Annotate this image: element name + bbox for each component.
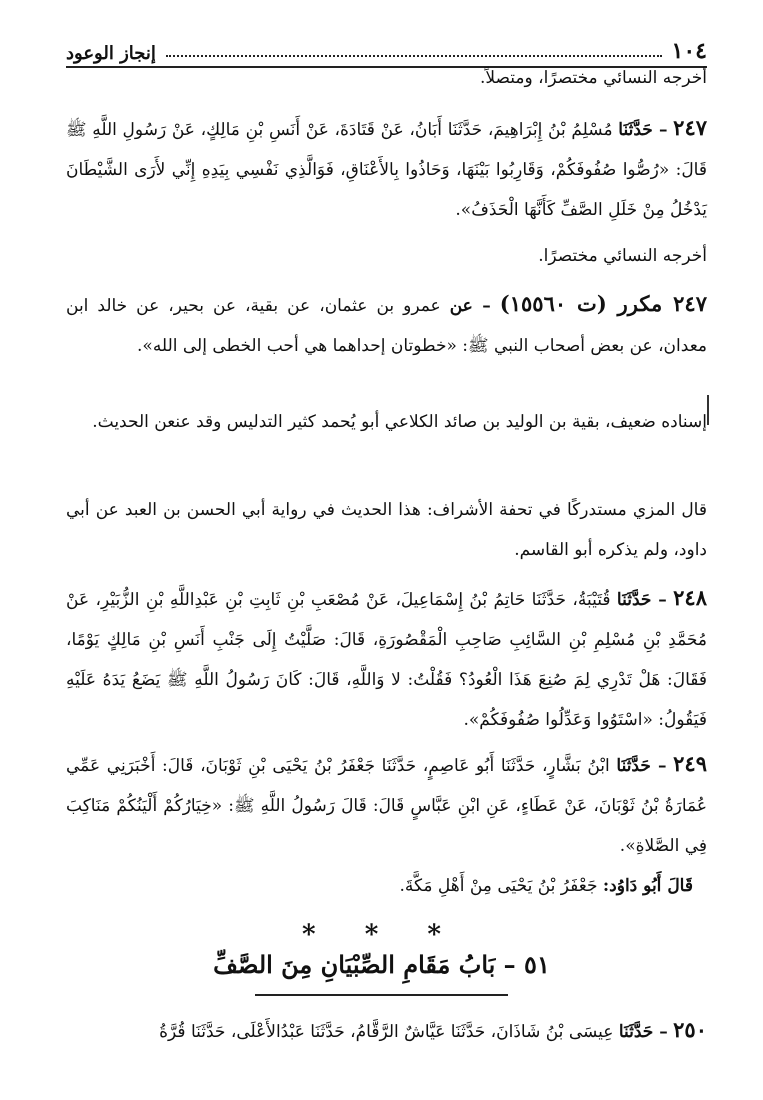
hadith-number: ٢٤٨ bbox=[673, 585, 707, 610]
hadith-247-repeat bbox=[66, 284, 707, 366]
hadith-lead: – حَدَّثَنَا bbox=[618, 120, 668, 140]
hadith-250 bbox=[66, 1010, 707, 1052]
chapter-underline bbox=[255, 994, 508, 996]
margin-bar bbox=[707, 395, 709, 425]
hadith-249 bbox=[66, 744, 707, 866]
hadith-lead: – حَدَّثَنَا bbox=[616, 756, 667, 776]
hadith-247 bbox=[66, 108, 707, 230]
running-title: إنجاز الوعود bbox=[66, 43, 156, 64]
chapter-heading bbox=[0, 950, 763, 979]
hadith-text: قُتَيْبَةُ، حَدَّثَنَا حَاتِمُ بْنُ إِسْمَاعِيلَ، عَنْ مُصْعَبِ بْنِ ثَابِتِ بْنِ عَبْدِاللَّهِ بْنِ الزُّبَيْرِ، عَنْ مُحَمَّدِ بْنِ مُسْلِمِ بْنِ السَّائِبِ صَاحِبِ الْمَقْصُورَةِ، قَالَ: صَلَّيْتُ إِلَى جَنْبِ أَنَسِ بْنِ مَالِكٍ يَوْمًا، فَقَالَ: هَلْ تَدْرِي لِمَ صُنِعَ هَذَا الْعُودُ؟ فَقُلْتُ: لا وَاللَّهِ، قَالَ: كَانَ رَسُولُ اللَّهِ ﷺ يَضَعُ يَدَهُ عَلَيْهِ فَيَقُولُ: «اسْتَوُوا وَعَدِّلُوا صُفُوفَكُمْ». bbox=[66, 590, 707, 730]
hadith-lead: – حَدَّثَنَا bbox=[618, 1022, 668, 1042]
paragraph-text: إسناده ضعيف، بقية بن الوليد بن صائد الكلاعي أبو يُحمد كثير التدليس وقد عنعن الحديث. bbox=[92, 412, 707, 432]
chapter-title: ٥١ – بَابُ مَقَامِ الصِّبْيَانِ مِنَ الصَّفِّ bbox=[213, 950, 550, 979]
hadith-text: عِيسَى بْنُ شَاذَانَ، حَدَّثَنَا عَيَّاشٌ الرَّقَّامُ، حَدَّثَنَا عَبْدُالأَعْلَى، حَدَّثَنَا قُرَّةُ bbox=[159, 1022, 614, 1042]
page-number: ١٠٤ bbox=[671, 38, 707, 64]
note-paragraph bbox=[66, 490, 707, 570]
note-paragraph bbox=[66, 58, 707, 98]
note-paragraph bbox=[66, 402, 707, 442]
section-separator: * * * bbox=[302, 920, 461, 950]
note-text: جَعْفَرُ بْنُ يَحْيَى مِنْ أَهْلِ مَكَّةَ. bbox=[399, 876, 598, 896]
hadith-lead: – حَدَّثَنَا bbox=[616, 590, 667, 610]
hadith-number: ٢٤٧ bbox=[673, 115, 708, 140]
note-lead: قَالَ أَبُو دَاوُد: bbox=[602, 876, 693, 896]
hadith-text: ابْنُ بَشَّارٍ، حَدَّثَنَا أَبُو عَاصِمٍ، حَدَّثَنَا جَعْفَرُ بْنُ يَحْيَى بْنِ ثَوْبَانَ، قَالَ: أَخْبَرَنِي عَمِّي عُمَارَةُ بْنُ ثَوْبَانَ، عَنْ عَطَاءٍ، عَنِ ابْنِ عَبَّاسٍ قَالَ: قَالَ رَسُولُ اللَّهِ ﷺ: «خِيَارُكُمْ أَلْيَنُكُمْ مَنَاكِبَ فِي الصَّلاةِ». bbox=[66, 756, 707, 856]
paragraph-text: أخرجه النسائي مختصرًا، ومتصلاً. bbox=[479, 68, 707, 88]
paragraph-text: قال المزي مستدركًا في تحفة الأشراف: هذا الحديث في رواية أبي الحسن بن العبد عن أبي داود، ولم يذكره أبو القاسم. bbox=[66, 500, 707, 560]
hadith-number: ٢٤٧ مكرر (ت ١٥٥٦٠) bbox=[499, 291, 707, 316]
hadith-text: عمرو بن عثمان، عن بقية، عن بحير، عن خالد ابن معدان، عن بعض أصحاب النبي ﷺ: «خطوتان إحداهما هي أحب الخطى إلى الله». bbox=[66, 296, 707, 356]
hadith-248 bbox=[66, 578, 707, 740]
hadith-number: ٢٥٠ bbox=[673, 1017, 707, 1042]
hadith-lead: – عن bbox=[449, 296, 491, 316]
header-dot-leader bbox=[166, 55, 662, 57]
note-paragraph bbox=[66, 236, 707, 276]
hadith-number: ٢٤٩ bbox=[673, 751, 707, 776]
abu-dawud-note bbox=[66, 866, 693, 906]
paragraph-text: أخرجه النسائي مختصرًا. bbox=[538, 246, 707, 266]
hadith-text: مُسْلِمُ بْنُ إِبْرَاهِيمَ، حَدَّثَنَا أَبَانُ، عَنْ قَتَادَةَ، عَنْ أَنَسِ بْنِ مَالِكٍ، عَنْ رَسُولِ اللَّهِ ﷺ قَالَ: «رُصُّوا صُفُوفَكُمْ، وَقَارِبُوا بَيْنَهَا، وَحَاذُوا بِالأَعْنَاقِ، فَوَالَّذِي نَفْسِي بِيَدِهِ إِنِّي لأَرَى الشَّيْطَانَ يَدْخُلُ مِنْ خَلَلِ الصَّفِّ كَأَنَّهَا الْحَذَفُ». bbox=[66, 120, 707, 220]
